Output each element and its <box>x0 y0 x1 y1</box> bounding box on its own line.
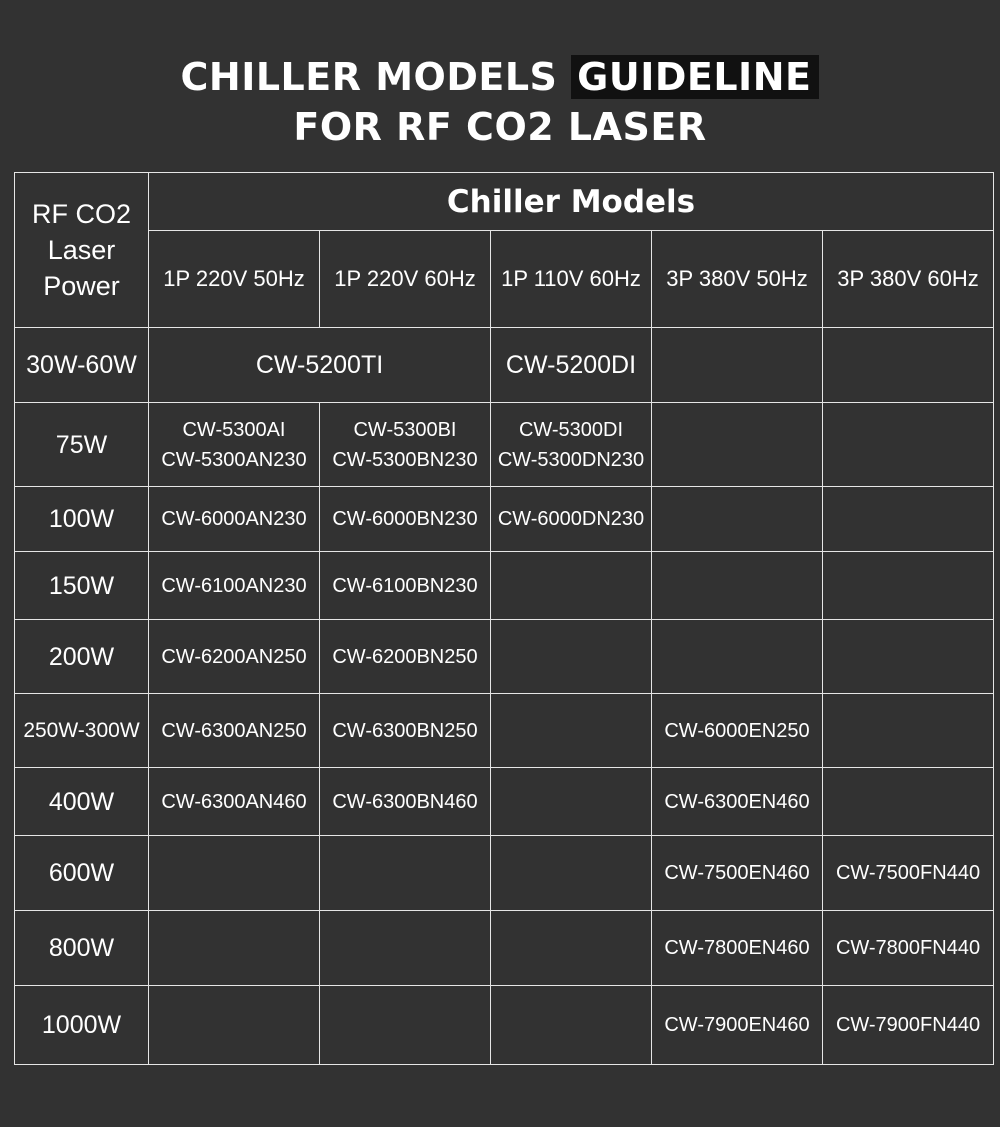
model-cell: CW-5200DI <box>491 328 652 403</box>
col-header-1p-220v-60hz: 1P 220V 60Hz <box>320 231 491 328</box>
model-cell: CW-6000EN250 <box>652 694 823 768</box>
power-cell: 75W <box>15 403 149 487</box>
title-line-2: FOR RF CO2 LASER <box>293 105 707 149</box>
model-cell: CW-5200TI <box>149 328 491 403</box>
empty-cell <box>149 986 320 1065</box>
empty-cell <box>652 620 823 694</box>
col-header-3p-380v-50hz: 3P 380V 50Hz <box>652 231 823 328</box>
model-cell: CW-6200AN250 <box>149 620 320 694</box>
table-row <box>15 552 994 620</box>
title-part1: CHILLER MODELS <box>180 55 558 99</box>
empty-cell <box>823 487 994 552</box>
col-header-3p-380v-60hz: 3P 380V 60Hz <box>823 231 994 328</box>
power-cell: 250W-300W <box>15 694 149 768</box>
power-cell: 600W <box>15 836 149 911</box>
model-line: CW-5300DI <box>518 418 624 441</box>
model-cell: CW-6200BN250 <box>320 620 491 694</box>
empty-cell <box>320 836 491 911</box>
table-row <box>15 487 994 552</box>
empty-cell <box>491 836 652 911</box>
corner-header: RF CO2 Laser Power <box>15 173 149 328</box>
empty-cell <box>320 986 491 1065</box>
header-row-columns <box>15 231 994 328</box>
page-title <box>0 52 1000 152</box>
empty-cell <box>491 768 652 836</box>
model-cell <box>491 403 652 487</box>
title-line-1 <box>0 52 1000 102</box>
empty-cell <box>491 552 652 620</box>
power-cell: 150W <box>15 552 149 620</box>
model-line: CW-5300AN230 <box>161 448 307 471</box>
empty-cell <box>652 403 823 487</box>
empty-cell <box>652 552 823 620</box>
empty-cell <box>652 487 823 552</box>
model-cell: CW-6300AN460 <box>149 768 320 836</box>
model-line: CW-5300AI <box>182 418 286 441</box>
title-highlight: GUIDELINE <box>571 55 819 99</box>
table-row <box>15 694 994 768</box>
model-cell: CW-7500EN460 <box>652 836 823 911</box>
model-cell: CW-6300AN250 <box>149 694 320 768</box>
model-cell: CW-7800EN460 <box>652 911 823 986</box>
model-cell: CW-6100AN230 <box>149 552 320 620</box>
model-line: CW-5300DN230 <box>497 448 645 471</box>
model-cell: CW-6000AN230 <box>149 487 320 552</box>
model-cell: CW-6000DN230 <box>491 487 652 552</box>
model-cell: CW-7900EN460 <box>652 986 823 1065</box>
empty-cell <box>149 836 320 911</box>
empty-cell <box>149 911 320 986</box>
model-cell: CW-7500FN440 <box>823 836 994 911</box>
power-cell: 400W <box>15 768 149 836</box>
chiller-models-header: Chiller Models <box>149 173 994 231</box>
table-row <box>15 403 994 487</box>
table-row <box>15 328 994 403</box>
power-cell: 30W-60W <box>15 328 149 403</box>
model-cell <box>149 403 320 487</box>
power-cell: 200W <box>15 620 149 694</box>
chiller-models-table <box>14 172 994 1065</box>
empty-cell <box>491 694 652 768</box>
empty-cell <box>652 328 823 403</box>
model-cell <box>320 403 491 487</box>
col-header-1p-220v-50hz: 1P 220V 50Hz <box>149 231 320 328</box>
model-cell: CW-6100BN230 <box>320 552 491 620</box>
empty-cell <box>823 403 994 487</box>
model-cell: CW-6300BN460 <box>320 768 491 836</box>
empty-cell <box>823 694 994 768</box>
empty-cell <box>823 768 994 836</box>
model-cell: CW-6300EN460 <box>652 768 823 836</box>
table-row <box>15 768 994 836</box>
model-cell: CW-6300BN250 <box>320 694 491 768</box>
empty-cell <box>823 552 994 620</box>
col-header-1p-110v-60hz: 1P 110V 60Hz <box>491 231 652 328</box>
power-cell: 100W <box>15 487 149 552</box>
empty-cell <box>491 986 652 1065</box>
model-cell: CW-7900FN440 <box>823 986 994 1065</box>
power-cell: 800W <box>15 911 149 986</box>
empty-cell <box>823 620 994 694</box>
table-row <box>15 620 994 694</box>
model-line: CW-5300BI <box>353 418 457 441</box>
power-cell: 1000W <box>15 986 149 1065</box>
model-line: CW-5300BN230 <box>332 448 478 471</box>
empty-cell <box>491 620 652 694</box>
empty-cell <box>320 911 491 986</box>
table-row <box>15 986 994 1065</box>
table-row <box>15 836 994 911</box>
empty-cell <box>491 911 652 986</box>
empty-cell <box>823 328 994 403</box>
model-cell: CW-6000BN230 <box>320 487 491 552</box>
header-row-group <box>15 173 994 231</box>
table-row <box>15 911 994 986</box>
model-cell: CW-7800FN440 <box>823 911 994 986</box>
